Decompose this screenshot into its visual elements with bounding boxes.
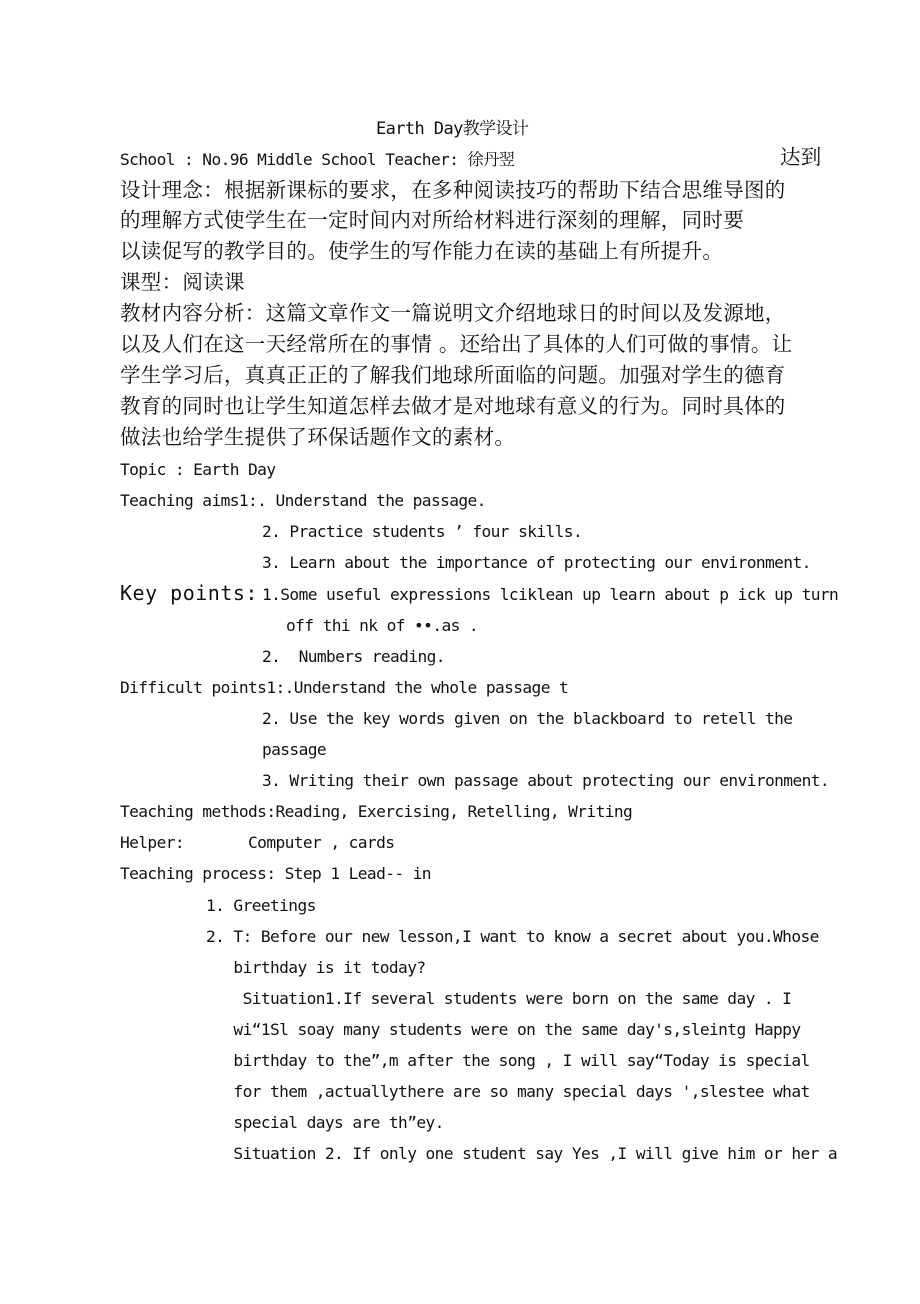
helper-line: Helper: Computer , cards [120,833,395,852]
teaching-methods: Teaching methods:Reading, Exercising, Retelling, Writing [120,802,633,821]
process-step-cont: wi“1Sl soay many students were on the same day's,sleintg Happy [206,1020,801,1039]
process-step-cont: special days are th”ey. [206,1113,444,1132]
key-point-item-cont: off thi nk of ••.as . [286,616,479,635]
content-analysis-line: 学生学习后，真真正正的了解我们地球所面临的问题。加强对学生的德育 [120,363,786,387]
difficult-point-item: 2. Use the key words given on the blackboard to retell the [262,709,793,728]
difficult-points-label: Difficult points1:.Understand the whole passage t [120,678,569,697]
dadao-text: 达到 [780,145,822,169]
content-analysis-line: 教材内容分析：这篇文章作文一篇说明文介绍地球日的时间以及发源地， [120,301,786,325]
content-analysis-line: 以及人们在这一天经常所在的事情 。还给出了具体的人们可做的事情。让 [120,332,793,356]
process-step-cont: birthday is it today? [206,958,426,977]
document-title: Earth Day教学设计 [376,119,529,139]
design-concept-line: 设计理念：根据新课标的要求，在多种阅读技巧的帮助下结合思维导图的 [120,178,786,202]
content-analysis-line: 做法也给学生提供了环保话题作文的素材。 [120,425,516,449]
process-step: 1. Greetings [206,896,316,915]
teaching-aims-label: Teaching aims1:. Understand the passage. [120,491,486,510]
process-step-cont: Situation1.If several students were born on the same day . I [206,989,792,1008]
process-step: 2. T: Before our new lesson,I want to know a secret about you.Whose [206,927,819,946]
design-concept-line: 以读促写的教学目的。使学生的写作能力在读的基础上有所提升。 [120,239,724,263]
key-points-label: Key points: [120,581,258,605]
teaching-aim-item: 2. Practice students ’ four skills. [262,522,583,541]
content-analysis-line: 教育的同时也让学生知道怎样去做才是对地球有意义的行为。同时具体的 [120,394,786,418]
key-point-item: 2. Numbers reading. [262,647,445,666]
teaching-process: Teaching process: Step 1 Lead-- in [120,864,431,883]
process-step-cont: Situation 2. If only one student say Yes ,I will give him or her a [206,1144,838,1163]
design-concept-line: 的理解方式使学生在一定时间内对所给材料进行深刻的理解，同时要 [120,208,744,232]
school-teacher-line: School : No.96 Middle School Teacher: 徐丹翌 [120,150,515,169]
key-point-item: 1.Some useful expressions lciklean up learn about p ick up turn [262,585,839,604]
topic-line: Topic : Earth Day [120,460,276,479]
difficult-point-item: 3. Writing their own passage about protecting our environment. [262,771,830,790]
process-step-cont: birthday to the”,m after the song , I will say“Today is special [206,1051,810,1070]
teaching-aim-item: 3. Learn about the importance of protecting our environment. [262,553,811,572]
lesson-type: 课型：阅读课 [120,270,245,294]
difficult-point-item-cont: passage [262,740,327,759]
process-step-cont: for them ,actuallythere are so many special days ',slestee what [206,1082,810,1101]
